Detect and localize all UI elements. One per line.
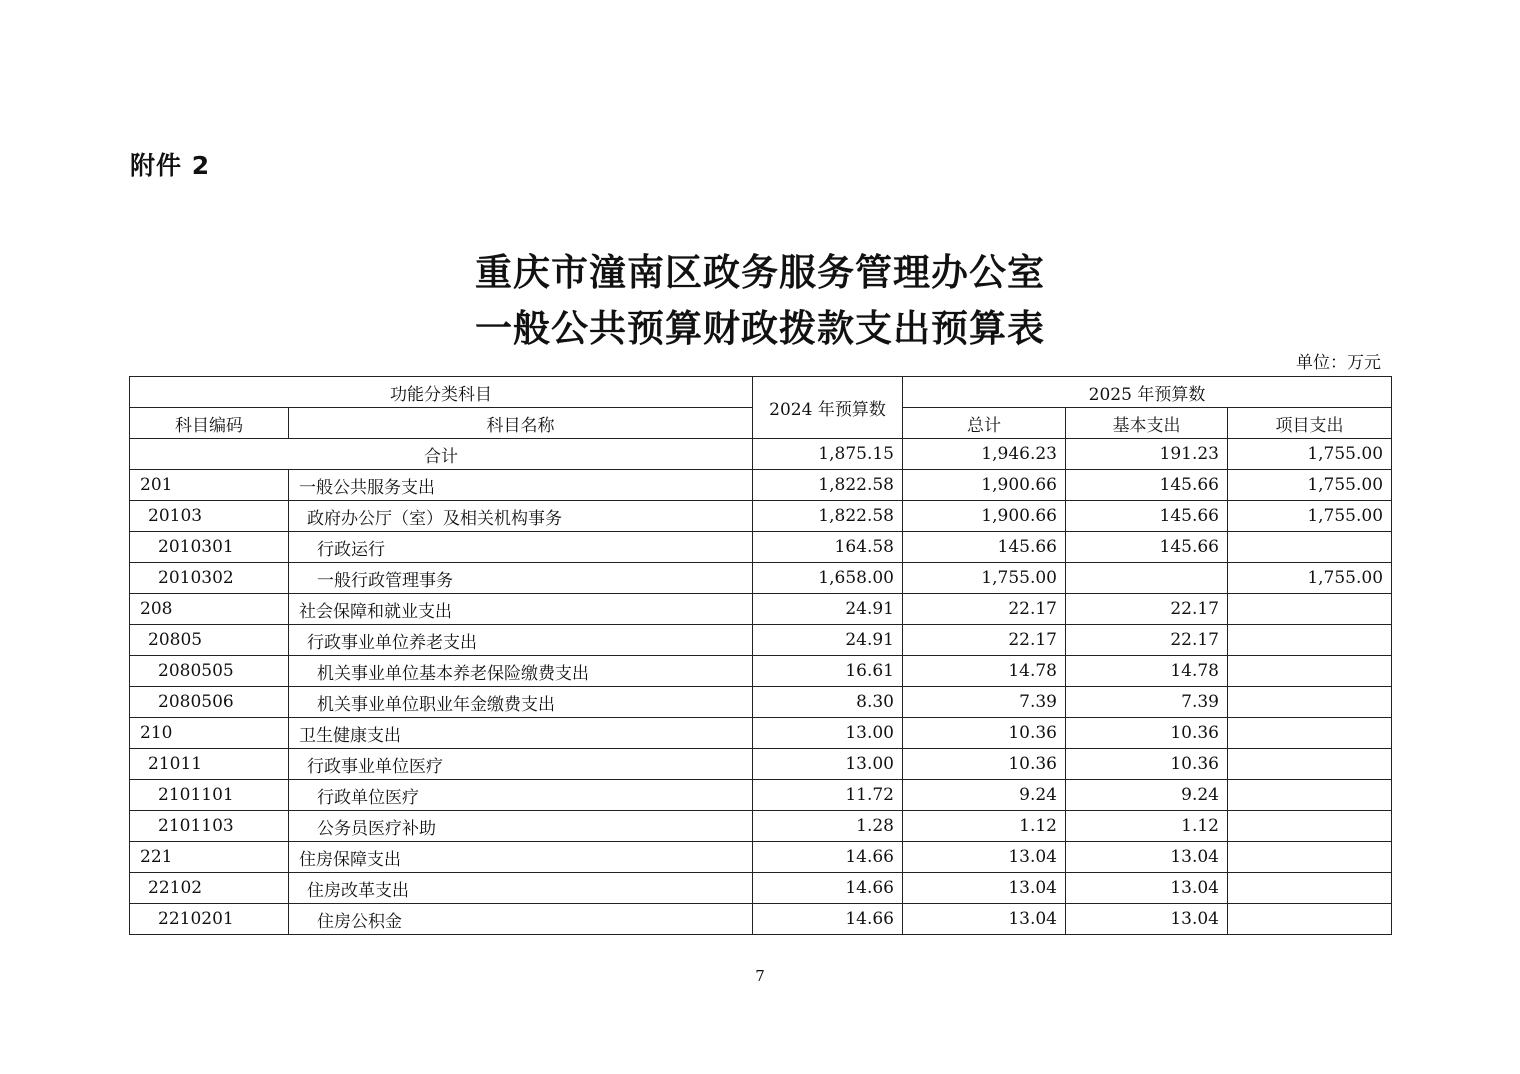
cell-total: 22.17 <box>903 594 1066 625</box>
cell-b2024: 16.61 <box>753 656 903 687</box>
summary-total: 1,946.23 <box>903 439 1066 470</box>
cell-code: 2101101 <box>130 780 289 811</box>
header-code: 科目编码 <box>130 408 289 439</box>
header-total: 总计 <box>903 408 1066 439</box>
header-name: 科目名称 <box>289 408 753 439</box>
table-row <box>130 625 1392 656</box>
cell-total: 14.78 <box>903 656 1066 687</box>
cell-code: 21011 <box>130 749 289 780</box>
cell-basic: 7.39 <box>1066 687 1228 718</box>
cell-name: 住房改革支出 <box>289 873 753 904</box>
cell-b2024: 164.58 <box>753 532 903 563</box>
table-row <box>130 532 1392 563</box>
cell-b2024: 1,822.58 <box>753 470 903 501</box>
cell-basic: 13.04 <box>1066 873 1228 904</box>
cell-code: 201 <box>130 470 289 501</box>
cell-name: 行政事业单位医疗 <box>289 749 753 780</box>
cell-project <box>1228 904 1392 935</box>
cell-name: 政府办公厅（室）及相关机构事务 <box>289 501 753 532</box>
cell-name: 住房保障支出 <box>289 842 753 873</box>
summary-project: 1,755.00 <box>1228 439 1392 470</box>
table-row <box>130 811 1392 842</box>
table-row <box>130 501 1392 532</box>
cell-total: 13.04 <box>903 842 1066 873</box>
cell-basic: 145.66 <box>1066 501 1228 532</box>
table-row <box>130 470 1392 501</box>
cell-total: 145.66 <box>903 532 1066 563</box>
header-project: 项目支出 <box>1228 408 1392 439</box>
cell-code: 2010301 <box>130 532 289 563</box>
cell-total: 22.17 <box>903 625 1066 656</box>
summary-b2024: 1,875.15 <box>753 439 903 470</box>
cell-basic: 145.66 <box>1066 470 1228 501</box>
cell-code: 208 <box>130 594 289 625</box>
cell-code: 20805 <box>130 625 289 656</box>
cell-basic: 10.36 <box>1066 749 1228 780</box>
budget-table <box>129 376 1392 935</box>
cell-basic: 10.36 <box>1066 718 1228 749</box>
summary-row <box>130 439 1392 470</box>
cell-project <box>1228 594 1392 625</box>
cell-code: 2080505 <box>130 656 289 687</box>
header-func-category: 功能分类科目 <box>130 377 753 408</box>
cell-code: 210 <box>130 718 289 749</box>
cell-b2024: 1,658.00 <box>753 563 903 594</box>
cell-basic: 145.66 <box>1066 532 1228 563</box>
cell-basic: 14.78 <box>1066 656 1228 687</box>
cell-name: 社会保障和就业支出 <box>289 594 753 625</box>
attachment-label: 附件 2 <box>130 151 211 180</box>
page-number: 7 <box>755 967 765 985</box>
cell-project: 1,755.00 <box>1228 563 1392 594</box>
cell-project: 1,755.00 <box>1228 470 1392 501</box>
cell-total: 1,755.00 <box>903 563 1066 594</box>
cell-total: 10.36 <box>903 718 1066 749</box>
summary-label: 合计 <box>130 439 753 470</box>
table-row <box>130 842 1392 873</box>
cell-project <box>1228 625 1392 656</box>
unit-label: 单位：万元 <box>1296 353 1381 373</box>
table-row <box>130 749 1392 780</box>
cell-total: 13.04 <box>903 873 1066 904</box>
document-title-line2: 一般公共预算财政拨款支出预算表 <box>475 306 1045 350</box>
cell-project <box>1228 718 1392 749</box>
header-budget-2024: 2024 年预算数 <box>753 377 903 439</box>
cell-name: 机关事业单位基本养老保险缴费支出 <box>289 656 753 687</box>
cell-total: 13.04 <box>903 904 1066 935</box>
table-row <box>130 656 1392 687</box>
cell-basic <box>1066 563 1228 594</box>
cell-code: 2010302 <box>130 563 289 594</box>
cell-name: 一般公共服务支出 <box>289 470 753 501</box>
cell-b2024: 1.28 <box>753 811 903 842</box>
cell-basic: 22.17 <box>1066 594 1228 625</box>
header-basic: 基本支出 <box>1066 408 1228 439</box>
cell-project <box>1228 749 1392 780</box>
cell-b2024: 24.91 <box>753 594 903 625</box>
cell-project <box>1228 532 1392 563</box>
cell-project <box>1228 842 1392 873</box>
cell-b2024: 13.00 <box>753 718 903 749</box>
cell-b2024: 14.66 <box>753 842 903 873</box>
table-header-row-1 <box>130 377 1392 408</box>
cell-project <box>1228 656 1392 687</box>
cell-basic: 22.17 <box>1066 625 1228 656</box>
cell-name: 卫生健康支出 <box>289 718 753 749</box>
cell-code: 221 <box>130 842 289 873</box>
table-row <box>130 904 1392 935</box>
cell-basic: 13.04 <box>1066 904 1228 935</box>
cell-project <box>1228 687 1392 718</box>
cell-name: 机关事业单位职业年金缴费支出 <box>289 687 753 718</box>
table-row <box>130 594 1392 625</box>
cell-total: 10.36 <box>903 749 1066 780</box>
table-row <box>130 780 1392 811</box>
cell-basic: 1.12 <box>1066 811 1228 842</box>
cell-name: 行政单位医疗 <box>289 780 753 811</box>
cell-code: 2080506 <box>130 687 289 718</box>
cell-total: 1,900.66 <box>903 501 1066 532</box>
table-row <box>130 687 1392 718</box>
cell-basic: 9.24 <box>1066 780 1228 811</box>
cell-b2024: 14.66 <box>753 904 903 935</box>
cell-code: 22102 <box>130 873 289 904</box>
table-row <box>130 563 1392 594</box>
cell-code: 2101103 <box>130 811 289 842</box>
document-title-line1: 重庆市潼南区政务服务管理办公室 <box>475 250 1045 294</box>
cell-name: 行政事业单位养老支出 <box>289 625 753 656</box>
cell-total: 9.24 <box>903 780 1066 811</box>
cell-name: 住房公积金 <box>289 904 753 935</box>
cell-total: 1.12 <box>903 811 1066 842</box>
cell-total: 7.39 <box>903 687 1066 718</box>
cell-project <box>1228 811 1392 842</box>
table-row <box>130 718 1392 749</box>
cell-code: 2210201 <box>130 904 289 935</box>
cell-b2024: 24.91 <box>753 625 903 656</box>
cell-project: 1,755.00 <box>1228 501 1392 532</box>
cell-total: 1,900.66 <box>903 470 1066 501</box>
cell-name: 一般行政管理事务 <box>289 563 753 594</box>
cell-b2024: 11.72 <box>753 780 903 811</box>
cell-b2024: 8.30 <box>753 687 903 718</box>
summary-basic: 191.23 <box>1066 439 1228 470</box>
cell-name: 行政运行 <box>289 532 753 563</box>
cell-code: 20103 <box>130 501 289 532</box>
header-budget-2025: 2025 年预算数 <box>903 377 1392 408</box>
cell-b2024: 13.00 <box>753 749 903 780</box>
cell-b2024: 14.66 <box>753 873 903 904</box>
cell-project <box>1228 780 1392 811</box>
cell-basic: 13.04 <box>1066 842 1228 873</box>
cell-b2024: 1,822.58 <box>753 501 903 532</box>
cell-name: 公务员医疗补助 <box>289 811 753 842</box>
cell-project <box>1228 873 1392 904</box>
table-row <box>130 873 1392 904</box>
